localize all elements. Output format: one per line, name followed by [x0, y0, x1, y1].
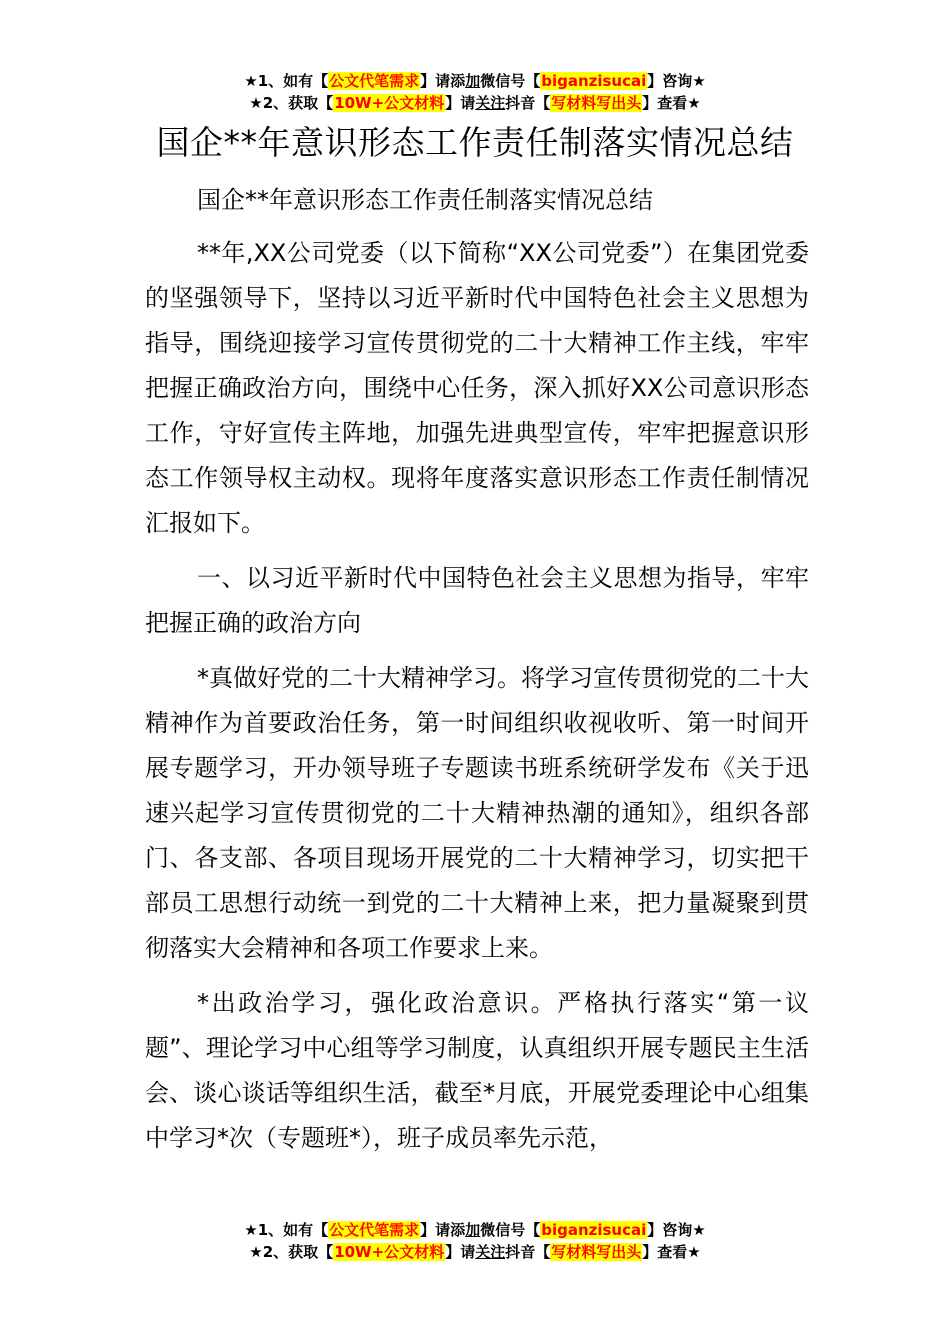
paragraph-intro: **年,XX公司党委（以下简称“XX公司党委”）在集团党委的坚强领导下，坚持以习近平新时代中国特色社会主义思想为指导，围绕迎接学习宣传贯彻党的二十大精神工作主线，牢牢把握正确政治方向，围绕中心任务，深入抓好XX公司意识形态工作，守好宣传主阵地，加强先进典型宣传，牢牢把握意识形态工作领导权主动权。现将年度落实意识形态工作责任制情况汇报如下。 — [145, 239, 809, 537]
promo-highlight: 公文代笔需求 — [329, 1221, 420, 1239]
document-subtitle: 国企**年意识形态工作责任制落实情况总结 — [197, 186, 653, 214]
promo-highlight: 公文代笔需求 — [329, 72, 420, 90]
promo-underlined: 加 — [465, 1221, 481, 1239]
paragraph-politics: *出政治学习，强化政治意识。严格执行落实“第一议题”、理论学习中心组等学习制度，认真组织开展专题民主生活会、谈心谈话等组织生活，截至*月底，开展党委理论中心组集中学习*次（专题班*），班子成员率先示范， — [145, 989, 809, 1152]
promo-line-1 — [0, 70, 950, 92]
promo-highlight: biganzisucai — [541, 72, 647, 90]
promo-line-2 — [0, 1241, 950, 1263]
promo-text: ★2、获取【 — [249, 94, 334, 112]
promo-highlight: 10W+公文材料 — [334, 94, 445, 112]
promo-text: ★2、获取【 — [249, 1243, 334, 1261]
promo-text: 】查看★ — [642, 1243, 701, 1261]
promo-text: 】请 — [445, 94, 476, 112]
promo-underlined: 关注 — [475, 1243, 506, 1261]
promo-highlight: biganzisucai — [541, 1221, 647, 1239]
promo-text: ★1、如有【 — [244, 1221, 329, 1239]
promo-text: 】查看★ — [642, 94, 701, 112]
promo-underlined: 关注 — [475, 94, 506, 112]
paragraph-study: *真做好党的二十大精神学习。将学习宣传贯彻党的二十大精神作为首要政治任务，第一时间组织收视收听、第一时间开展专题学习，开办领导班子专题读书班系统研学发布《关于迅速兴起学习宣传贯彻党的二十大精神热潮的通知》，组织各部门、各支部、各项目现场开展党的二十大精神学习，切实把干部员工思想行动统一到党的二十大精神上来，把力量凝聚到贯彻落实大会精神和各项工作要求上来。 — [145, 664, 809, 962]
document-body — [145, 178, 809, 1171]
promo-underlined: 加 — [465, 72, 481, 90]
promo-text: 】请添 — [420, 72, 466, 90]
document-title: 国企**年意识形态工作责任制落实情况总结 — [156, 123, 794, 162]
promo-footer — [0, 1219, 950, 1263]
promo-highlight: 写材料写出头 — [551, 94, 642, 112]
promo-line-1 — [0, 1219, 950, 1241]
promo-line-2 — [0, 92, 950, 114]
promo-highlight: 写材料写出头 — [551, 1243, 642, 1261]
promo-text: 抖音【 — [505, 1243, 551, 1261]
promo-text: ★1、如有【 — [244, 72, 329, 90]
promo-text: 】请添 — [420, 1221, 466, 1239]
promo-text: 微信号【 — [480, 72, 541, 90]
promo-text: 】咨询★ — [647, 72, 706, 90]
promo-text: 抖音【 — [505, 94, 551, 112]
promo-text: 微信号【 — [480, 1221, 541, 1239]
promo-highlight: 10W+公文材料 — [334, 1243, 445, 1261]
section-heading: 一、以习近平新时代中国特色社会主义思想为指导，牢牢把握正确的政治方向 — [145, 564, 809, 637]
promo-header — [0, 70, 950, 114]
promo-text: 】请 — [445, 1243, 476, 1261]
promo-text: 】咨询★ — [647, 1221, 706, 1239]
